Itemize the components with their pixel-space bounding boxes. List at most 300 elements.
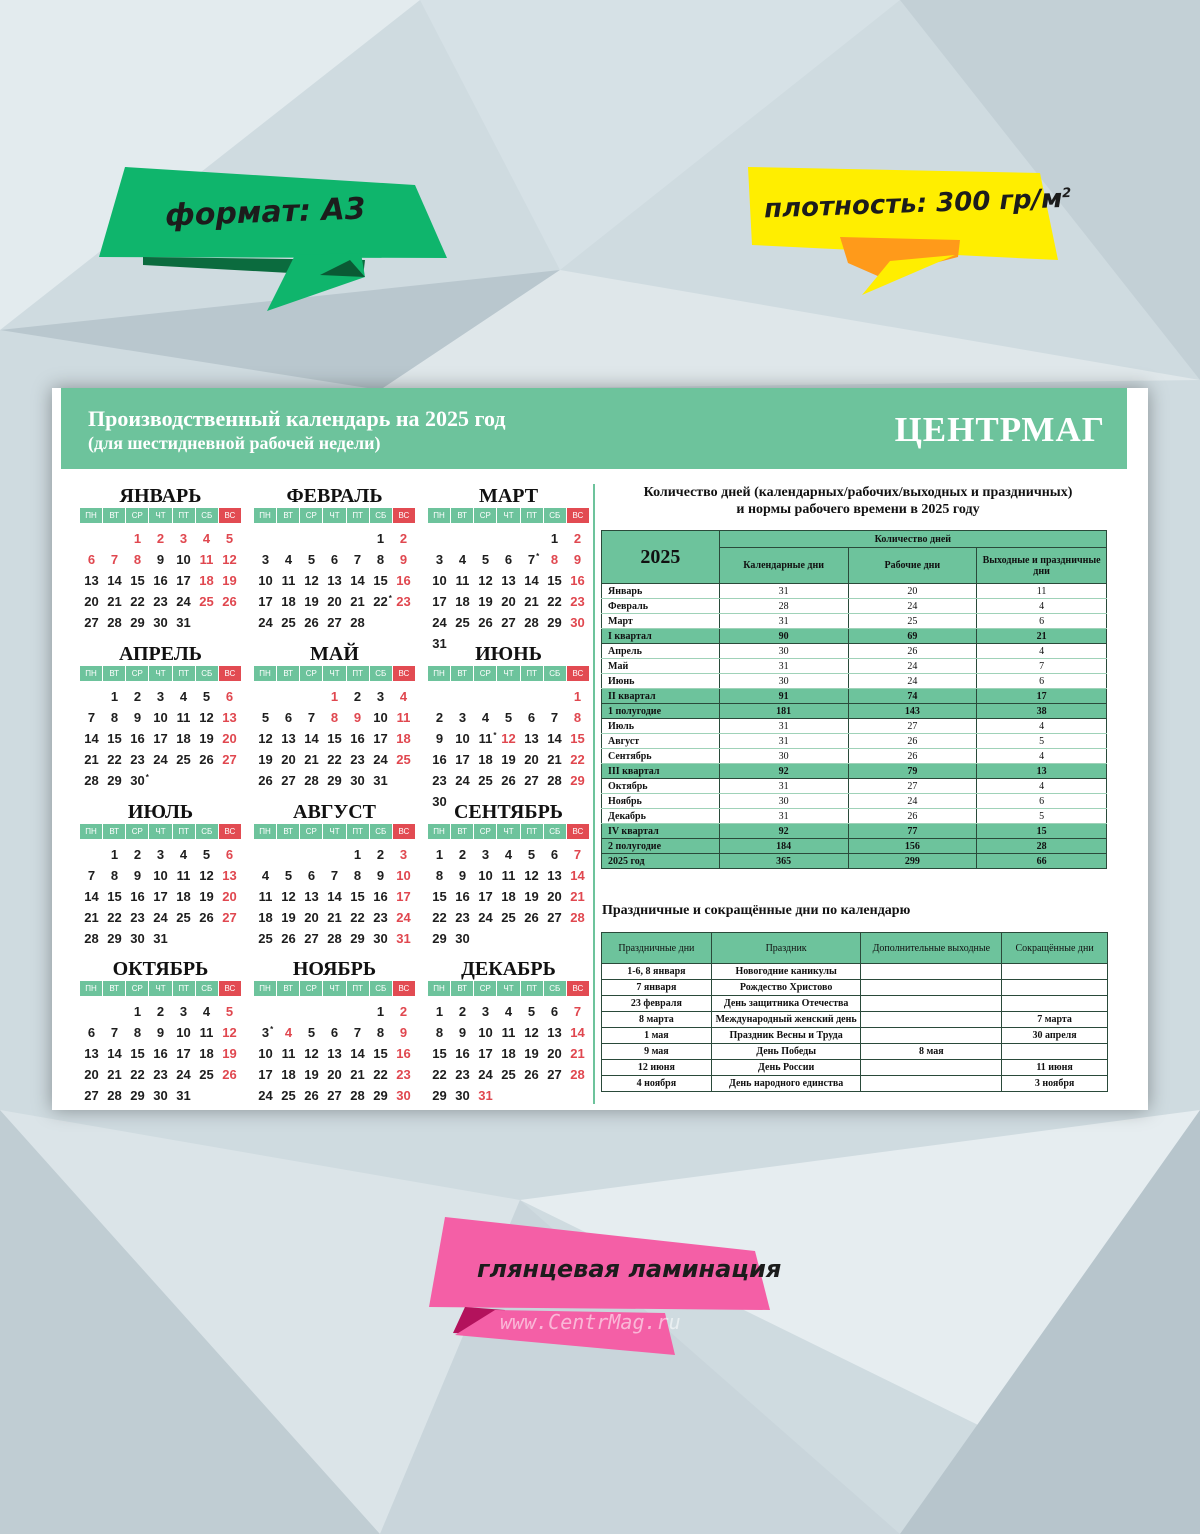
days-grid xyxy=(254,686,415,791)
weekday-label: ПН xyxy=(254,508,276,523)
day-cell: 28 xyxy=(524,615,539,630)
day-cell: 18 xyxy=(281,1067,296,1082)
empty-cell xyxy=(254,1001,277,1022)
day-cell: 6 xyxy=(87,1025,96,1040)
weekday-label: ЧТ xyxy=(149,824,171,839)
day-cell: 27 xyxy=(304,931,319,946)
day-cell: 15 xyxy=(107,889,122,904)
day-cell: 16 xyxy=(350,731,365,746)
day-cell: 22 xyxy=(130,1067,145,1082)
day-cell: 18 xyxy=(258,910,273,925)
day-cell: 13 xyxy=(222,868,237,883)
shortened-day: 11 июня xyxy=(1002,1060,1108,1076)
day-cell: 15 xyxy=(432,889,447,904)
day-cell: 31 xyxy=(153,931,168,946)
day-cell: 30 xyxy=(153,1088,168,1103)
day-cell: 9 xyxy=(435,731,444,746)
day-cell: 21 xyxy=(304,752,319,767)
days-grid xyxy=(80,844,241,949)
weekday-label: ПТ xyxy=(347,824,369,839)
day-cell: 26 xyxy=(258,773,273,788)
day-cell: 30 xyxy=(396,1088,411,1103)
weekday-label: ПН xyxy=(428,981,450,996)
shortened-day: 3 ноября xyxy=(1002,1076,1108,1092)
weekday-label: СБ xyxy=(544,666,566,681)
day-cell: 7 xyxy=(110,1025,119,1040)
weekday-header xyxy=(80,666,241,681)
day-cell: 19 xyxy=(524,1046,539,1061)
day-cell: 23 xyxy=(153,594,168,609)
weekday-label: ВС xyxy=(393,508,415,523)
norms-month-row xyxy=(602,749,1107,764)
month-11 xyxy=(254,957,415,1106)
day-cell: 5 xyxy=(527,1004,536,1019)
month-6 xyxy=(428,642,589,812)
day-cell: 15 xyxy=(130,1046,145,1061)
extra-day-off xyxy=(861,1076,1002,1092)
day-cell: 27 xyxy=(524,773,539,788)
weekday-label: ПН xyxy=(428,824,450,839)
empty-cell xyxy=(428,686,451,707)
day-cell: 17 xyxy=(478,889,493,904)
day-cell: 15 xyxy=(107,731,122,746)
day-cell: 2 xyxy=(458,1004,467,1019)
day-cell: 3 xyxy=(481,847,490,862)
day-cell: 2 xyxy=(133,689,142,704)
day-cell: 26 xyxy=(501,773,516,788)
day-cell: 12 xyxy=(258,731,273,746)
day-cell: 18 xyxy=(501,889,516,904)
day-cell: 24 xyxy=(176,1067,191,1082)
weekday-label: ПН xyxy=(254,981,276,996)
off-days: 66 xyxy=(977,854,1107,869)
weekday-label: ВС xyxy=(219,981,241,996)
day-cell: 1 xyxy=(435,847,444,862)
day-cell: 7 xyxy=(87,710,96,725)
calendar-days: 30 xyxy=(719,749,848,764)
day-cell: 3 xyxy=(261,552,270,567)
day-cell: 27 xyxy=(501,615,516,630)
day-cell: 23 xyxy=(455,1067,470,1082)
day-cell: 20 xyxy=(281,752,296,767)
day-cell: 15 xyxy=(373,573,388,588)
day-cell: 31 xyxy=(432,636,447,651)
holiday-name: День защитника Отечества xyxy=(711,996,861,1012)
off-days: 7 xyxy=(977,659,1107,674)
day-cell: 19 xyxy=(222,1046,237,1061)
weekday-label: СР xyxy=(474,981,496,996)
day-cell: 21 xyxy=(84,752,99,767)
day-cell: 1 xyxy=(133,1004,142,1019)
weekday-label: ПТ xyxy=(347,981,369,996)
month-name: АВГУСТ xyxy=(293,801,376,823)
day-cell: 16 xyxy=(432,752,447,767)
day-cell: 8 xyxy=(330,710,339,725)
calendar-days: 30 xyxy=(719,674,848,689)
day-cell: 26 xyxy=(478,615,493,630)
lamination-label: глянцевая ламинация xyxy=(477,1255,782,1283)
row-label: Ноябрь xyxy=(602,794,720,809)
day-cell: 6 xyxy=(330,552,339,567)
day-cell: 8 xyxy=(133,552,142,567)
row-label: 2 полугодие xyxy=(602,839,720,854)
norms-summary-row xyxy=(602,689,1107,704)
day-cell: 25 xyxy=(176,752,191,767)
day-cell: 7 xyxy=(330,868,339,883)
holiday-name: Международный женский день xyxy=(711,1012,861,1028)
empty-cell xyxy=(346,528,369,549)
day-cell: 4 xyxy=(284,552,293,567)
day-cell: 13 xyxy=(84,573,99,588)
weekday-header xyxy=(428,981,589,996)
day-cell: 22 xyxy=(373,1067,388,1082)
weekday-label: ЧТ xyxy=(149,666,171,681)
day-cell: 29 xyxy=(130,615,145,630)
weekday-label: СР xyxy=(300,666,322,681)
density-ribbon xyxy=(740,165,1070,300)
off-days: 6 xyxy=(977,794,1107,809)
day-cell: 13 xyxy=(304,889,319,904)
day-cell: 28 xyxy=(84,773,99,788)
day-cell: 9 xyxy=(399,552,408,567)
empty-cell xyxy=(543,686,566,707)
month-name: ДЕКАБРЬ xyxy=(461,958,556,980)
weekday-label: ПН xyxy=(80,666,102,681)
day-cell: 2 xyxy=(133,847,142,862)
norms-summary-row xyxy=(602,824,1107,839)
day-cell: 1 xyxy=(435,1004,444,1019)
day-cell: 5 xyxy=(307,552,316,567)
day-cell: 1 xyxy=(550,531,559,546)
work-days: 25 xyxy=(848,614,977,629)
day-cell: 30 xyxy=(432,794,447,809)
work-days: 27 xyxy=(848,779,977,794)
day-cell: 21 xyxy=(107,594,122,609)
day-cell: 14 xyxy=(107,1046,122,1061)
day-cell: 10 xyxy=(432,573,447,588)
day-cell: 20 xyxy=(524,752,539,767)
day-cell: 16 xyxy=(455,1046,470,1061)
weekday-label: ПН xyxy=(80,981,102,996)
day-cell: 8 xyxy=(353,868,362,883)
day-cell: 26 xyxy=(304,615,319,630)
day-cell: 23 xyxy=(130,752,145,767)
weekday-label: ВС xyxy=(219,824,241,839)
day-cell: 30 xyxy=(153,615,168,630)
day-cell: 5 xyxy=(527,847,536,862)
day-cell: 25 xyxy=(455,615,470,630)
month-12 xyxy=(428,957,589,1106)
weekday-label: ВТ xyxy=(277,666,299,681)
day-cell: 2 xyxy=(399,1004,408,1019)
empty-cell xyxy=(451,528,474,549)
day-cell: 21 xyxy=(570,889,585,904)
empty-cell xyxy=(474,686,497,707)
day-cell: 25 xyxy=(281,615,296,630)
empty-cell xyxy=(277,528,300,549)
day-cell: 20 xyxy=(304,910,319,925)
off-days: 4 xyxy=(977,719,1107,734)
day-cell: 14 xyxy=(327,889,342,904)
month-3 xyxy=(428,484,589,654)
day-cell: 22 xyxy=(570,752,585,767)
day-cell: 24 xyxy=(455,773,470,788)
work-days: 26 xyxy=(848,734,977,749)
day-cell: 5 xyxy=(284,868,293,883)
day-cell: 23 xyxy=(350,752,365,767)
work-days: 24 xyxy=(848,659,977,674)
empty-cell xyxy=(300,1001,323,1022)
holiday-name: Рождество Христово xyxy=(711,980,861,996)
day-cell: 2 xyxy=(353,689,362,704)
day-cell: 28 xyxy=(547,773,562,788)
day-cell: 18 xyxy=(176,731,191,746)
day-cell: 14 xyxy=(570,1025,585,1040)
day-cell: 31 xyxy=(396,931,411,946)
weekday-label: ВТ xyxy=(451,666,473,681)
day-cell: 30 xyxy=(570,615,585,630)
month-10 xyxy=(80,957,241,1106)
calendar-days: 181 xyxy=(719,704,848,719)
day-cell: 9 xyxy=(133,868,142,883)
month-name: ФЕВРАЛЬ xyxy=(286,485,383,507)
day-cell: 31 xyxy=(176,615,191,630)
day-cell: 13 xyxy=(222,710,237,725)
day-cell: 7 xyxy=(87,868,96,883)
weekday-label: ПТ xyxy=(521,666,543,681)
weekday-label: ПН xyxy=(80,824,102,839)
days-grid xyxy=(80,686,241,791)
calendar-days-header: Календарные дни xyxy=(719,548,848,584)
day-cell: 29 xyxy=(107,773,122,788)
day-cell: 15 xyxy=(327,731,342,746)
day-cell: 5 xyxy=(261,710,270,725)
day-cell: 2 xyxy=(435,710,444,725)
day-cell: 26 xyxy=(524,910,539,925)
calendar-days: 30 xyxy=(719,794,848,809)
shortened-day-mark: * xyxy=(270,1025,274,1034)
day-cell: 25 xyxy=(396,752,411,767)
work-days: 74 xyxy=(848,689,977,704)
empty-cell xyxy=(103,528,126,549)
work-days: 299 xyxy=(848,854,977,869)
day-cell: 31 xyxy=(373,773,388,788)
weekday-label: ВС xyxy=(393,666,415,681)
day-cell: 17 xyxy=(176,573,191,588)
day-cell: 10 xyxy=(373,710,388,725)
extra-day-off xyxy=(861,1012,1002,1028)
day-cell: 8 xyxy=(573,710,582,725)
day-cell: 26 xyxy=(199,910,214,925)
year-header: 2025 xyxy=(602,531,720,584)
day-cell: 3 xyxy=(458,710,467,725)
day-cell: 23 xyxy=(130,910,145,925)
empty-cell xyxy=(254,528,277,549)
month-name: ИЮНЬ xyxy=(475,643,542,665)
weekday-label: ВС xyxy=(567,508,589,523)
day-cell: 9 xyxy=(156,1025,165,1040)
day-cell: 29 xyxy=(373,1088,388,1103)
day-cell: 14 xyxy=(107,573,122,588)
day-cell: 14 xyxy=(547,731,562,746)
extra-day-off xyxy=(861,964,1002,980)
weekday-label: ВС xyxy=(567,824,589,839)
day-cell: 12 xyxy=(199,710,214,725)
row-label: Май xyxy=(602,659,720,674)
day-cell: 27 xyxy=(327,615,342,630)
day-cell: 9 xyxy=(133,710,142,725)
day-cell: 27 xyxy=(222,752,237,767)
weekday-label: ПТ xyxy=(173,824,195,839)
day-cell: 20 xyxy=(84,1067,99,1082)
day-cell: 25 xyxy=(258,931,273,946)
day-cell: 6 xyxy=(307,868,316,883)
row-label: Февраль xyxy=(602,599,720,614)
work-days: 27 xyxy=(848,719,977,734)
shortened-day-mark: * xyxy=(536,552,540,561)
day-cell: 11 xyxy=(281,1046,296,1061)
day-cell: 20 xyxy=(84,594,99,609)
day-cell: 19 xyxy=(478,594,493,609)
work-days: 26 xyxy=(848,749,977,764)
day-cell: 17 xyxy=(153,731,168,746)
day-cell: 22 xyxy=(432,1067,447,1082)
day-cell: 6 xyxy=(527,710,536,725)
work-days: 69 xyxy=(848,629,977,644)
day-cell: 13 xyxy=(327,1046,342,1061)
row-label: I квартал xyxy=(602,629,720,644)
day-cell: 11 * xyxy=(474,728,497,749)
day-cell: 16 xyxy=(130,889,145,904)
weekday-label: ЧТ xyxy=(323,824,345,839)
off-days: 21 xyxy=(977,629,1107,644)
holiday-dates: 7 января xyxy=(602,980,712,996)
weekday-label: ВС xyxy=(393,981,415,996)
weekday-label: ВС xyxy=(567,981,589,996)
calendar-days: 31 xyxy=(719,614,848,629)
calendar-days: 31 xyxy=(719,779,848,794)
empty-cell xyxy=(323,1001,346,1022)
holidays-col-name: Праздник xyxy=(711,933,861,964)
weekday-label: СР xyxy=(300,981,322,996)
day-cell: 10 xyxy=(176,552,191,567)
day-cell: 5 xyxy=(307,1025,316,1040)
day-cell: 4 xyxy=(179,689,188,704)
day-cell: 17 xyxy=(478,1046,493,1061)
weekday-label: ПТ xyxy=(521,824,543,839)
day-cell: 25 xyxy=(478,773,493,788)
format-label: формат: А3 xyxy=(164,191,367,234)
day-cell: 15 xyxy=(547,573,562,588)
holiday-dates: 12 июня xyxy=(602,1060,712,1076)
norms-month-row xyxy=(602,734,1107,749)
day-cell: 1 xyxy=(376,531,385,546)
day-cell: 3 xyxy=(156,847,165,862)
day-cell: 30 xyxy=(350,773,365,788)
day-cell: 22 xyxy=(432,910,447,925)
month-name: СЕНТЯБРЬ xyxy=(453,801,564,823)
calendar-days: 365 xyxy=(719,854,848,869)
day-cell: 10 xyxy=(176,1025,191,1040)
day-cell: 17 xyxy=(373,731,388,746)
day-cell: 20 xyxy=(327,594,342,609)
day-cell: 6 xyxy=(550,847,559,862)
days-grid xyxy=(428,1001,589,1106)
weekday-label: СР xyxy=(474,508,496,523)
empty-cell xyxy=(254,686,277,707)
weekday-label: ЧТ xyxy=(497,666,519,681)
day-cell: 21 xyxy=(350,594,365,609)
day-cell: 23 xyxy=(455,910,470,925)
day-cell: 6 xyxy=(504,552,513,567)
day-cell: 24 xyxy=(176,594,191,609)
day-cell: 12 xyxy=(304,573,319,588)
weekday-label: СБ xyxy=(544,824,566,839)
day-cell: 24 xyxy=(153,910,168,925)
day-cell: 21 xyxy=(570,1046,585,1061)
day-cell: 27 xyxy=(84,615,99,630)
day-cell: 28 xyxy=(350,1088,365,1103)
norms-month-row xyxy=(602,659,1107,674)
day-cell: 27 xyxy=(547,910,562,925)
day-cell: 4 xyxy=(261,868,270,883)
off-days: 6 xyxy=(977,674,1107,689)
day-cell: 16 xyxy=(373,889,388,904)
day-cell: 29 xyxy=(130,1088,145,1103)
holidays-col-dates: Праздничные дни xyxy=(602,933,712,964)
day-cell: 25 xyxy=(176,910,191,925)
weekday-label: СР xyxy=(126,981,148,996)
weekday-label: СР xyxy=(126,508,148,523)
month-1 xyxy=(80,484,241,633)
row-label: 2025 год xyxy=(602,854,720,869)
day-cell: 6 xyxy=(330,1025,339,1040)
day-cell: 24 xyxy=(478,1067,493,1082)
day-cell: 4 xyxy=(284,1025,293,1040)
day-cell: 3 xyxy=(435,552,444,567)
day-cell: 17 xyxy=(153,889,168,904)
day-cell: 4 xyxy=(504,1004,513,1019)
day-cell: 19 xyxy=(199,731,214,746)
norms-month-row xyxy=(602,719,1107,734)
holiday-dates: 4 ноября xyxy=(602,1076,712,1092)
holiday-name: День народного единства xyxy=(711,1076,861,1092)
day-cell: 2 xyxy=(376,847,385,862)
day-cell: 20 xyxy=(501,594,516,609)
day-cell: 18 xyxy=(199,573,214,588)
day-cell: 4 xyxy=(504,847,513,862)
weekday-header xyxy=(254,666,415,681)
empty-cell xyxy=(474,528,497,549)
off-days: 11 xyxy=(977,584,1107,599)
day-cell: 8 xyxy=(435,868,444,883)
weekday-label: ЧТ xyxy=(323,508,345,523)
format-ribbon xyxy=(95,165,455,315)
weekday-header xyxy=(428,666,589,681)
off-days: 4 xyxy=(977,644,1107,659)
day-cell: 12 xyxy=(281,889,296,904)
day-cell: 11 xyxy=(258,889,273,904)
weekday-label: ЧТ xyxy=(149,981,171,996)
day-cell: 26 xyxy=(222,1067,237,1082)
day-cell: 8 xyxy=(133,1025,142,1040)
day-cell: 20 xyxy=(327,1067,342,1082)
norms-summary-row xyxy=(602,629,1107,644)
day-cell: 13 xyxy=(524,731,539,746)
day-cell: 9 xyxy=(458,868,467,883)
off-days: 4 xyxy=(977,599,1107,614)
day-cell: 27 xyxy=(547,1067,562,1082)
